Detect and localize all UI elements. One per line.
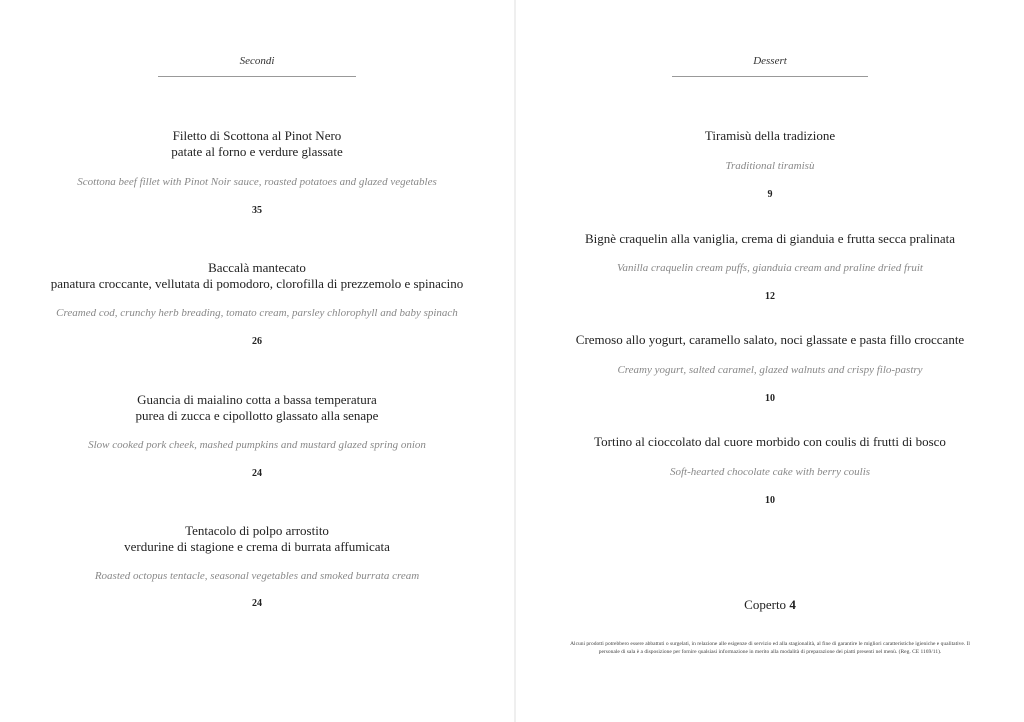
menu-item — [516, 231, 1024, 302]
menu-item — [516, 434, 1024, 506]
dish-english: Creamy yogurt, salted caramel, glazed walnuts and crispy filo-pastry — [617, 364, 923, 376]
dish-subtitle: panatura croccante, vellutata di pomodoro, clorofilla di prezzemolo e spinacino — [50, 276, 464, 291]
dish-subtitle: purea di zucca e cipollotto glassato alla senape — [135, 408, 379, 423]
dish-price: 9 — [767, 189, 773, 200]
dish-name: Tortino al cioccolato dal cuore morbido con coulis di frutti di bosco — [594, 434, 946, 449]
dish-name: Tentacolo di polpo arrostito — [185, 523, 329, 538]
dish-english: Scottona beef fillet with Pinot Noir sauce, roasted potatoes and glazed vegetables — [77, 176, 437, 188]
dish-price: 35 — [252, 205, 262, 216]
dish-price: 10 — [765, 495, 775, 506]
cover-charge — [516, 597, 1024, 613]
menu-item — [0, 392, 514, 479]
dish-name: Cremoso allo yogurt, caramello salato, noci glassate e pasta fillo croccante — [575, 332, 965, 347]
menu-item — [0, 523, 514, 609]
menu-item — [516, 128, 1024, 200]
heading-rule — [672, 76, 868, 77]
dish-english: Vanilla craquelin cream puffs, gianduia cream and praline dried fruit — [617, 262, 923, 274]
dish-english: Traditional tiramisù — [725, 160, 815, 172]
menu-item — [516, 332, 1024, 404]
cover-charge-label: Coperto — [744, 597, 787, 612]
right-page-dessert — [516, 0, 1024, 722]
menu-item — [0, 128, 514, 216]
section-heading: Dessert — [753, 55, 787, 67]
dish-price: 24 — [252, 598, 262, 609]
dish-name: Filetto di Scottona al Pinot Nero — [172, 128, 342, 143]
section-heading: Secondi — [239, 55, 275, 67]
dish-subtitle: verdurine di stagione e crema di burrata affumicata — [124, 539, 390, 554]
dish-name: Tiramisù della tradizione — [704, 128, 836, 143]
dish-price: 12 — [765, 291, 775, 302]
dish-english: Soft-hearted chocolate cake with berry coulis — [669, 466, 871, 478]
heading-rule — [158, 76, 356, 77]
menu-item — [0, 260, 514, 347]
dish-price: 10 — [765, 393, 775, 404]
dish-english: Creamed cod, crunchy herb breading, tomato cream, parsley chlorophyll and baby spinach — [56, 307, 458, 319]
dish-name: Bignè craquelin alla vaniglia, crema di gianduia e frutta secca pralinata — [585, 231, 955, 246]
dish-price: 26 — [252, 336, 262, 347]
cover-charge-price: 4 — [789, 597, 796, 612]
fine-print-notice: Alcuni prodotti potrebbero essere abbattuti o surgelati, in relazione alle esigenze di servizio ed alla stagionalità, al fine di garantire le migliori caratteristiche igieniche e qualitative. Il personale di sala è a disposizione per fornire qualsiasi informazione in merito alla modalità di preparazione dei piatti presenti nel menù. (Reg. CE 1169/11). — [570, 641, 970, 655]
dish-subtitle: patate al forno e verdure glassate — [171, 144, 343, 159]
dish-english: Roasted octopus tentacle, seasonal vegetables and smoked burrata cream — [94, 570, 420, 582]
dish-name: Baccalà mantecato — [208, 260, 306, 275]
dish-name: Guancia di maialino cotta a bassa temperatura — [137, 392, 377, 407]
dish-price: 24 — [252, 468, 262, 479]
dish-english: Slow cooked pork cheek, mashed pumpkins and mustard glazed spring onion — [88, 439, 426, 451]
